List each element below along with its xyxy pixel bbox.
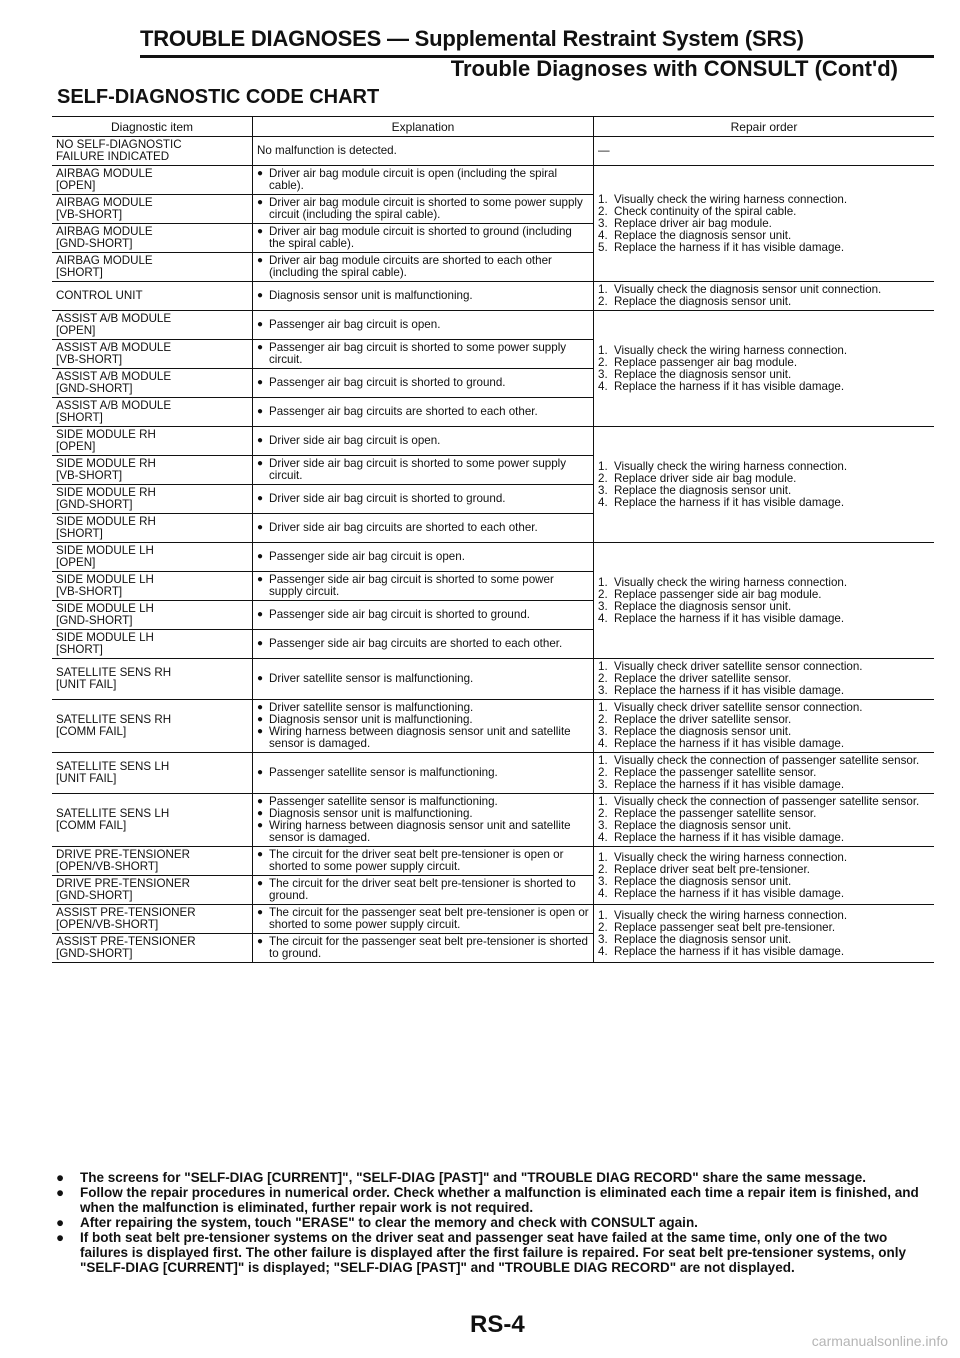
step-number: 2. xyxy=(598,766,608,779)
explanation-line xyxy=(257,406,589,418)
step-number: 5. xyxy=(598,240,608,254)
page-title: TROUBLE DIAGNOSES — Supplemental Restraint System (SRS) xyxy=(140,26,804,51)
repair-step xyxy=(598,779,930,791)
explanation-text: Diagnosis sensor unit is malfunctioning. xyxy=(269,289,473,302)
repair-order-cell xyxy=(594,427,935,543)
explanation-line xyxy=(257,673,589,685)
repair-order-cell xyxy=(594,166,935,282)
repair-step-text: Visually check the wiring harness connection. xyxy=(614,343,848,357)
repair-step-text: Replace the harness if it has visible damage. xyxy=(614,737,845,750)
repair-step xyxy=(598,832,930,844)
explanation-text: Passenger air bag circuit is shorted to ground. xyxy=(269,376,506,389)
step-number: 3. xyxy=(598,819,608,832)
repair-step-text: Replace passenger seat belt pre-tensioner. xyxy=(614,920,836,934)
repair-step-text: Replace the diagnosis sensor unit. xyxy=(614,367,792,381)
explanation-text: The circuit for the driver seat belt pre-tensioner is shorted to ground. xyxy=(269,877,576,902)
repair-step-text: Replace the diagnosis sensor unit. xyxy=(614,599,792,613)
repair-step xyxy=(598,230,930,242)
repair-step xyxy=(598,357,930,369)
explanation-line xyxy=(257,226,589,250)
explanation-text: Passenger air bag circuits are shorted to each other. xyxy=(269,405,538,418)
explanation-cell xyxy=(253,340,594,369)
bullet-icon: ● xyxy=(56,1215,65,1230)
self-diagnostic-code-chart xyxy=(52,116,934,963)
step-number: 4. xyxy=(598,737,608,750)
step-number: 3. xyxy=(598,725,608,738)
diagnostic-item: SATELLITE SENS RH [COMM FAIL] xyxy=(52,700,253,753)
repair-step-text: Replace passenger air bag module. xyxy=(614,355,798,369)
column-header-diagnostic-item: Diagnostic item xyxy=(52,117,253,137)
bullet-icon: ● xyxy=(257,609,264,620)
repair-step-text: Replace the diagnosis sensor unit. xyxy=(614,228,792,242)
step-number: 2. xyxy=(598,713,608,726)
repair-step xyxy=(598,946,930,958)
repair-step-text: Visually check the wiring harness connection. xyxy=(614,192,848,206)
column-header-explanation: Explanation xyxy=(253,117,594,137)
explanation-line xyxy=(257,574,589,598)
step-number: 4. xyxy=(598,379,608,393)
repair-order-cell xyxy=(594,753,935,794)
repair-step-text: Visually check the connection of passenger satellite sensor. xyxy=(614,795,920,808)
bullet-icon: ● xyxy=(257,406,264,417)
step-number: 1. xyxy=(598,850,608,864)
explanation-cell xyxy=(253,282,594,311)
repair-step-text: Replace the passenger satellite sensor. xyxy=(614,766,817,779)
explanation-text: Driver air bag module circuits are shorted to each other (including the spiral cable). xyxy=(269,254,552,279)
repair-step xyxy=(598,485,930,497)
diagnostic-item: NO SELF-DIAGNOSTIC FAILURE INDICATED xyxy=(52,137,253,166)
repair-order-cell xyxy=(594,311,935,427)
bullet-icon: ● xyxy=(257,197,264,208)
step-number: 2. xyxy=(598,672,608,685)
step-number: 1. xyxy=(598,192,608,206)
table-row xyxy=(52,659,934,700)
step-number: 1. xyxy=(598,660,608,673)
step-number: 3. xyxy=(598,367,608,381)
repair-step xyxy=(598,613,930,625)
explanation-line xyxy=(257,767,589,779)
repair-order-cell xyxy=(594,282,935,311)
diagnostic-item: ASSIST PRE-TENSIONER [GND-SHORT] xyxy=(52,934,253,963)
diagnostic-item: DRIVE PRE-TENSIONER [OPEN/VB-SHORT] xyxy=(52,847,253,876)
explanation-cell xyxy=(253,427,594,456)
explanation-line xyxy=(257,638,589,650)
diagnostic-item: SIDE MODULE LH [OPEN] xyxy=(52,543,253,572)
explanation-line xyxy=(257,936,589,960)
bullet-icon: ● xyxy=(257,255,264,266)
step-number: 2. xyxy=(598,862,608,876)
repair-step-text: Check continuity of the spiral cable. xyxy=(614,204,797,218)
table-body xyxy=(52,137,934,963)
repair-step-text: Replace the harness if it has visible damage. xyxy=(614,495,845,509)
step-number: 1. xyxy=(598,908,608,922)
diagnostic-item: ASSIST A/B MODULE [GND-SHORT] xyxy=(52,369,253,398)
explanation-text: Driver side air bag circuits are shorted to each other. xyxy=(269,521,538,534)
diagnostic-item: AIRBAG MODULE [SHORT] xyxy=(52,253,253,282)
bullet-icon: ● xyxy=(257,522,264,533)
note-text: Follow the repair procedures in numerical order. Check whether a malfunction is eliminated each time a repair item is finished, and when the malfunction is eliminated, further repair work is not required. xyxy=(80,1185,919,1215)
bullet-icon: ● xyxy=(257,435,264,446)
explanation-text: Diagnosis sensor unit is malfunctioning. xyxy=(269,807,473,820)
repair-order-cell xyxy=(594,847,935,905)
table-row xyxy=(52,847,934,876)
explanation-cell xyxy=(253,369,594,398)
step-number: 4. xyxy=(598,495,608,509)
repair-step-text: Replace the harness if it has visible damage. xyxy=(614,886,845,900)
repair-step-text: Visually check the connection of passenger satellite sensor. xyxy=(614,754,920,767)
explanation-line xyxy=(257,907,589,931)
explanation-text: Driver side air bag circuit is shorted to some power supply circuit. xyxy=(269,457,567,482)
repair-step xyxy=(598,194,930,206)
table-row xyxy=(52,311,934,340)
explanation-text: Wiring harness between diagnosis sensor unit and satellite sensor is damaged. xyxy=(269,819,571,844)
repair-step-text: Visually check the wiring harness connection. xyxy=(614,850,848,864)
repair-step-text: Replace the harness if it has visible damage. xyxy=(614,944,845,958)
diagnostic-item: ASSIST A/B MODULE [SHORT] xyxy=(52,398,253,427)
repair-step-text: Replace the diagnosis sensor unit. xyxy=(614,932,792,946)
explanation-cell xyxy=(253,794,594,847)
repair-order-cell xyxy=(594,543,935,659)
explanation-line xyxy=(257,820,589,844)
table-row xyxy=(52,794,934,847)
repair-step xyxy=(598,242,930,254)
bullet-icon: ● xyxy=(257,849,264,860)
repair-step-text: Visually check the wiring harness connection. xyxy=(614,575,848,589)
explanation-text: Passenger satellite sensor is malfunctioning. xyxy=(269,795,498,808)
explanation-line xyxy=(257,168,589,192)
bullet-icon: ● xyxy=(257,638,264,649)
repair-step-text: Visually check the wiring harness connection. xyxy=(614,459,848,473)
explanation-line xyxy=(257,493,589,505)
repair-step xyxy=(598,601,930,613)
explanation-text: Passenger side air bag circuit is shorted to some power supply circuit. xyxy=(269,573,554,598)
explanation-cell xyxy=(253,876,594,905)
page-number: RS-4 xyxy=(470,1311,525,1338)
repair-step-text: Replace the harness if it has visible damage. xyxy=(614,611,845,625)
step-number: 4. xyxy=(598,611,608,625)
step-number: 1. xyxy=(598,754,608,767)
explanation-cell xyxy=(253,514,594,543)
diagnostic-item: SIDE MODULE RH [VB-SHORT] xyxy=(52,456,253,485)
bullet-icon: ● xyxy=(257,714,264,725)
repair-step-text: Visually check driver satellite sensor connection. xyxy=(614,701,863,714)
diagnostic-item: SIDE MODULE LH [VB-SHORT] xyxy=(52,572,253,601)
repair-order-cell xyxy=(594,137,935,166)
table-row xyxy=(52,543,934,572)
table-row xyxy=(52,905,934,934)
diagnostic-item: SIDE MODULE RH [OPEN] xyxy=(52,427,253,456)
repair-step xyxy=(598,910,930,922)
step-number: 1. xyxy=(598,283,608,296)
explanation-cell xyxy=(253,224,594,253)
step-number: 3. xyxy=(598,599,608,613)
explanation-line xyxy=(257,290,589,302)
note-item xyxy=(56,1230,936,1275)
repair-step xyxy=(598,473,930,485)
step-number: 3. xyxy=(598,778,608,791)
explanation-text: Passenger satellite sensor is malfunctioning. xyxy=(269,766,498,779)
repair-step-text: Replace the harness if it has visible damage. xyxy=(614,778,845,791)
repair-step-text: Replace driver seat belt pre-tensioner. xyxy=(614,862,810,876)
bullet-icon: ● xyxy=(257,673,264,684)
step-number: 3. xyxy=(598,684,608,697)
explanation-text: Diagnosis sensor unit is malfunctioning. xyxy=(269,713,473,726)
repair-step xyxy=(598,206,930,218)
explanation-line xyxy=(257,726,589,750)
explanation-line xyxy=(257,551,589,563)
diagnostic-item: AIRBAG MODULE [OPEN] xyxy=(52,166,253,195)
note-text: After repairing the system, touch "ERASE" to clear the memory and check with CONSULT again. xyxy=(80,1215,698,1230)
bullet-icon: ● xyxy=(56,1170,65,1185)
repair-step xyxy=(598,145,930,157)
note-item xyxy=(56,1185,936,1215)
repair-step xyxy=(598,218,930,230)
repair-step-text: Replace the harness if it has visible damage. xyxy=(614,240,845,254)
bullet-icon: ● xyxy=(257,878,264,889)
explanation-cell xyxy=(253,543,594,572)
step-number: 1. xyxy=(598,459,608,473)
explanation-cell xyxy=(253,456,594,485)
repair-step xyxy=(598,864,930,876)
explanation-line xyxy=(257,522,589,534)
step-number: 1. xyxy=(598,795,608,808)
explanation-line xyxy=(257,458,589,482)
watermark: carmanualsonline.info xyxy=(811,1333,948,1349)
diagnostic-item: DRIVE PRE-TENSIONER [GND-SHORT] xyxy=(52,876,253,905)
repair-step xyxy=(598,738,930,750)
explanation-text: The circuit for the passenger seat belt pre-tensioner is open or shorted to some power supply circuit. xyxy=(269,906,589,931)
repair-step-text: Visually check driver satellite sensor connection. xyxy=(614,660,863,673)
explanation-text: Passenger side air bag circuits are shorted to each other. xyxy=(269,637,563,650)
repair-step-text: Replace the harness if it has visible damage. xyxy=(614,831,845,844)
repair-step xyxy=(598,345,930,357)
repair-step-text: — xyxy=(598,144,610,157)
explanation-line xyxy=(257,255,589,279)
explanation-cell xyxy=(253,572,594,601)
repair-step xyxy=(598,577,930,589)
diagnostic-item: SATELLITE SENS LH [COMM FAIL] xyxy=(52,794,253,847)
repair-step-text: Replace passenger side air bag module. xyxy=(614,587,822,601)
repair-step-text: Replace the diagnosis sensor unit. xyxy=(614,483,792,497)
explanation-cell xyxy=(253,700,594,753)
bullet-icon: ● xyxy=(257,808,264,819)
explanation-line xyxy=(257,377,589,389)
repair-step xyxy=(598,461,930,473)
explanation-cell xyxy=(253,137,594,166)
explanation-cell xyxy=(253,659,594,700)
bullet-icon: ● xyxy=(257,168,264,179)
explanation-line xyxy=(257,145,589,157)
explanation-text: The circuit for the passenger seat belt pre-tensioner is shorted to ground. xyxy=(269,935,588,960)
column-header-repair-order: Repair order xyxy=(594,117,935,137)
diagnostic-item: SIDE MODULE LH [GND-SHORT] xyxy=(52,601,253,630)
repair-step-text: Visually check the diagnosis sensor unit connection. xyxy=(614,283,882,296)
repair-step-text: Replace the harness if it has visible damage. xyxy=(614,379,845,393)
bullet-icon: ● xyxy=(257,907,264,918)
explanation-line xyxy=(257,849,589,873)
explanation-line xyxy=(257,435,589,447)
bullet-icon: ● xyxy=(257,796,264,807)
explanation-line xyxy=(257,197,589,221)
explanation-text: Driver air bag module circuit is open (including the spiral cable). xyxy=(269,167,558,192)
bullet-icon: ● xyxy=(257,936,264,947)
note-item xyxy=(56,1170,936,1185)
diagnostic-item: CONTROL UNIT xyxy=(52,282,253,311)
explanation-text: Passenger side air bag circuit is open. xyxy=(269,550,465,563)
bullet-icon: ● xyxy=(257,551,264,562)
bullet-icon: ● xyxy=(257,493,264,504)
note-item xyxy=(56,1215,936,1230)
repair-step-text: Replace the diagnosis sensor unit. xyxy=(614,819,792,832)
repair-step-text: Replace the driver satellite sensor. xyxy=(614,713,792,726)
explanation-text: Driver satellite sensor is malfunctioning. xyxy=(269,701,474,714)
repair-step-text: Replace the passenger satellite sensor. xyxy=(614,807,817,820)
table-row xyxy=(52,282,934,311)
explanation-line xyxy=(257,342,589,366)
bullet-icon: ● xyxy=(257,377,264,388)
bullet-icon: ● xyxy=(257,226,264,237)
step-number: 1. xyxy=(598,701,608,714)
repair-order-cell xyxy=(594,659,935,700)
explanation-text: Driver air bag module circuit is shorted to some power supply circuit (including the spiral cable). xyxy=(269,196,583,221)
repair-step-text: Replace the diagnosis sensor unit. xyxy=(614,725,792,738)
explanation-text: Passenger air bag circuit is shorted to some power supply circuit. xyxy=(269,341,567,366)
diagnostic-item: ASSIST PRE-TENSIONER [OPEN/VB-SHORT] xyxy=(52,905,253,934)
bullet-icon: ● xyxy=(257,574,264,585)
repair-step xyxy=(598,497,930,509)
step-number: 3. xyxy=(598,216,608,230)
bullet-icon: ● xyxy=(56,1230,65,1245)
diagnostic-item: SATELLITE SENS RH [UNIT FAIL] xyxy=(52,659,253,700)
explanation-text: Driver side air bag circuit is shorted to ground. xyxy=(269,492,506,505)
repair-step-text: Replace the diagnosis sensor unit. xyxy=(614,295,792,308)
diagnostic-item: ASSIST A/B MODULE [OPEN] xyxy=(52,311,253,340)
table-row xyxy=(52,753,934,794)
step-number: 2. xyxy=(598,471,608,485)
step-number: 4. xyxy=(598,944,608,958)
repair-step xyxy=(598,888,930,900)
step-number: 2. xyxy=(598,295,608,308)
diagnostic-item: SIDE MODULE RH [GND-SHORT] xyxy=(52,485,253,514)
diagnostic-item: SATELLITE SENS LH [UNIT FAIL] xyxy=(52,753,253,794)
bullet-icon: ● xyxy=(257,767,264,778)
explanation-cell xyxy=(253,601,594,630)
explanation-text: Driver air bag module circuit is shorted to ground (including the spiral cable). xyxy=(269,225,572,250)
step-number: 1. xyxy=(598,575,608,589)
explanation-cell xyxy=(253,485,594,514)
step-number: 3. xyxy=(598,874,608,888)
diagnostic-item: ASSIST A/B MODULE [VB-SHORT] xyxy=(52,340,253,369)
step-number: 2. xyxy=(598,355,608,369)
note-text: The screens for "SELF-DIAG [CURRENT]", "SELF-DIAG [PAST]" and "TROUBLE DIAG RECORD" share the same message. xyxy=(80,1170,867,1185)
step-number: 2. xyxy=(598,204,608,218)
explanation-line xyxy=(257,609,589,621)
step-number: 2. xyxy=(598,807,608,820)
step-number: 4. xyxy=(598,886,608,900)
step-number: 2. xyxy=(598,920,608,934)
repair-step xyxy=(598,876,930,888)
repair-order-cell xyxy=(594,794,935,847)
step-number: 3. xyxy=(598,932,608,946)
repair-step xyxy=(598,369,930,381)
bullet-icon: ● xyxy=(257,726,264,737)
repair-step xyxy=(598,922,930,934)
repair-step-text: Replace the driver satellite sensor. xyxy=(614,672,792,685)
repair-step-text: Replace driver air bag module. xyxy=(614,216,772,230)
diagnostic-item: AIRBAG MODULE [VB-SHORT] xyxy=(52,195,253,224)
explanation-cell xyxy=(253,905,594,934)
page-subtitle: Trouble Diagnoses with CONSULT (Cont'd) xyxy=(450,56,898,81)
explanation-cell xyxy=(253,311,594,340)
repair-step xyxy=(598,685,930,697)
step-number: 3. xyxy=(598,483,608,497)
diagnostic-item: AIRBAG MODULE [GND-SHORT] xyxy=(52,224,253,253)
repair-step xyxy=(598,381,930,393)
table-row xyxy=(52,166,934,195)
explanation-cell xyxy=(253,166,594,195)
note-text: If both seat belt pre-tensioner systems on the driver seat and passenger seat have failed at the same time, only one of the two failures is displayed first. The other failure is displayed after the first failure is repaired. For seat belt pre-tensioner systems, only "SELF-DIAG [CURRENT]" is displayed; "SELF-DIAG [PAST]" and "TROUBLE DIAG RECORD" are not displayed. xyxy=(80,1230,907,1275)
explanation-text: Wiring harness between diagnosis sensor unit and satellite sensor is damaged. xyxy=(269,725,571,750)
bullet-icon: ● xyxy=(257,820,264,831)
explanation-cell xyxy=(253,195,594,224)
section-title: SELF-DIAGNOSTIC CODE CHART xyxy=(57,86,380,108)
bullet-icon: ● xyxy=(257,290,264,301)
bullet-icon: ● xyxy=(257,458,264,469)
diagnostic-item: SIDE MODULE LH [SHORT] xyxy=(52,630,253,659)
explanation-cell xyxy=(253,630,594,659)
explanation-text: No malfunction is detected. xyxy=(257,144,397,157)
repair-step xyxy=(598,852,930,864)
bullet-icon: ● xyxy=(56,1185,65,1200)
step-number: 2. xyxy=(598,587,608,601)
repair-order-cell xyxy=(594,905,935,963)
step-number: 1. xyxy=(598,343,608,357)
repair-step xyxy=(598,934,930,946)
table-row xyxy=(52,137,934,166)
explanation-cell xyxy=(253,253,594,282)
explanation-cell xyxy=(253,847,594,876)
step-number: 4. xyxy=(598,831,608,844)
repair-step xyxy=(598,589,930,601)
explanation-text: Driver side air bag circuit is open. xyxy=(269,434,441,447)
explanation-text: Passenger air bag circuit is open. xyxy=(269,318,441,331)
notes-list xyxy=(56,1170,936,1275)
explanation-text: Driver satellite sensor is malfunctioning. xyxy=(269,672,474,685)
repair-step-text: Replace the harness if it has visible damage. xyxy=(614,684,845,697)
explanation-cell xyxy=(253,934,594,963)
explanation-text: The circuit for the driver seat belt pre-tensioner is open or shorted to some power supply circuit. xyxy=(269,848,564,873)
explanation-text: Passenger side air bag circuit is shorted to ground. xyxy=(269,608,531,621)
explanation-line xyxy=(257,319,589,331)
repair-step-text: Replace the diagnosis sensor unit. xyxy=(614,874,792,888)
table-row xyxy=(52,427,934,456)
repair-order-cell xyxy=(594,700,935,753)
repair-step-text: Visually check the wiring harness connection. xyxy=(614,908,848,922)
repair-step-text: Replace driver side air bag module. xyxy=(614,471,797,485)
table-row xyxy=(52,700,934,753)
diagnostic-item: SIDE MODULE RH [SHORT] xyxy=(52,514,253,543)
bullet-icon: ● xyxy=(257,319,264,330)
repair-step xyxy=(598,296,930,308)
bullet-icon: ● xyxy=(257,342,264,353)
explanation-line xyxy=(257,878,589,902)
bullet-icon: ● xyxy=(257,702,264,713)
step-number: 4. xyxy=(598,228,608,242)
table-header-row xyxy=(52,117,934,137)
explanation-cell xyxy=(253,753,594,794)
explanation-cell xyxy=(253,398,594,427)
